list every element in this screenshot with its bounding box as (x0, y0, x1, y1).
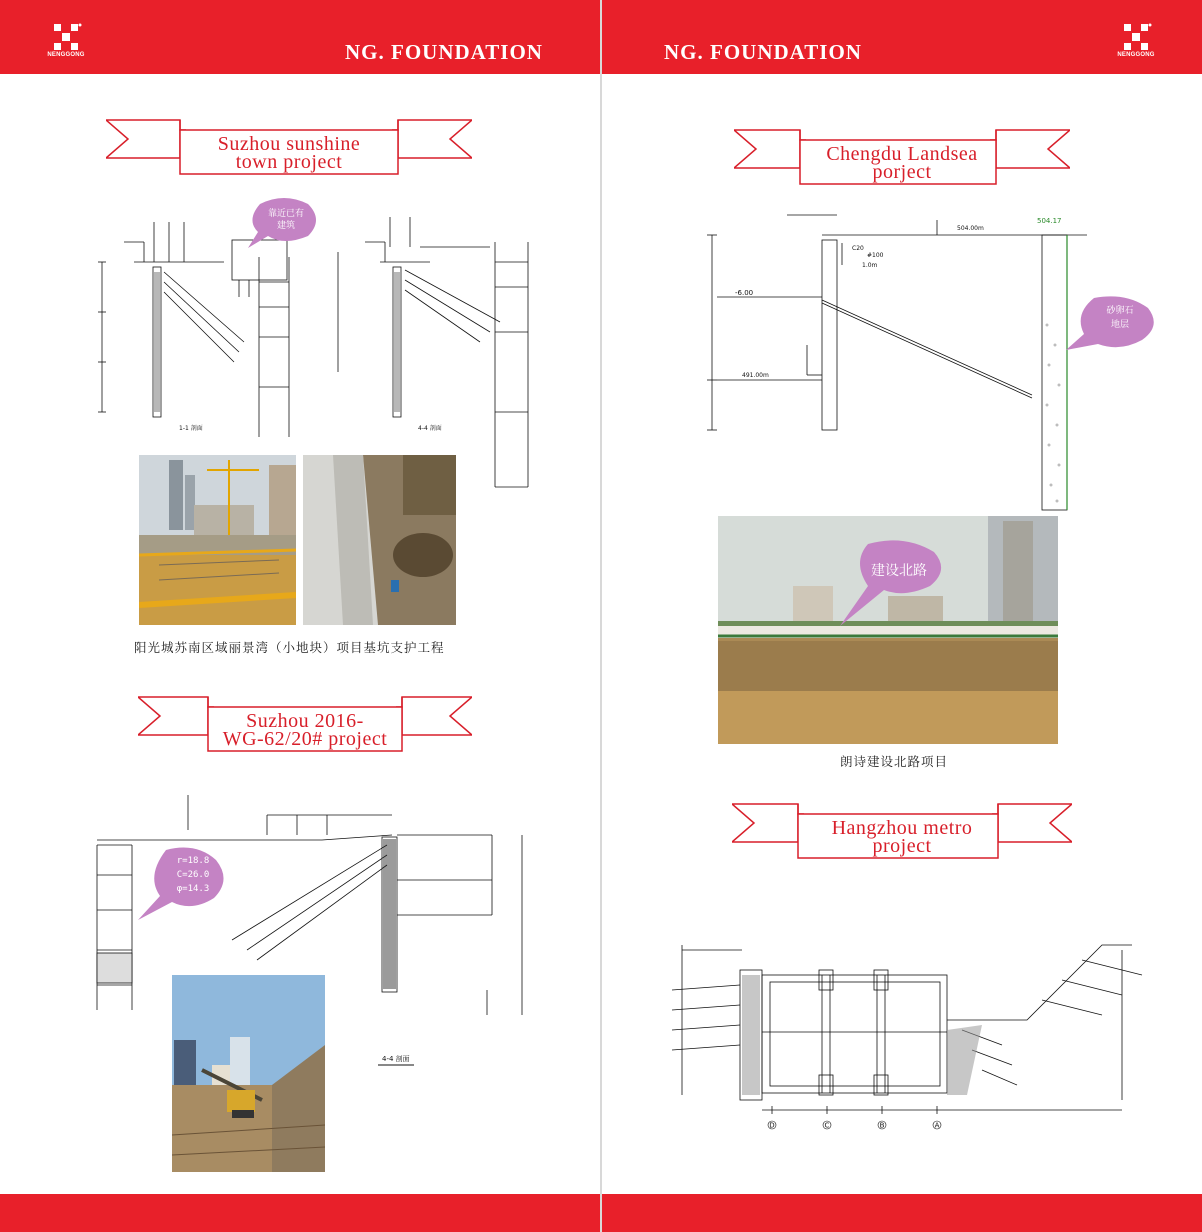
callout-text: 靠近已有建筑 (267, 209, 304, 231)
ribbon-chengdu-landsea (734, 128, 1070, 186)
section-label-4-4: 4-4 剖面 (382, 1055, 410, 1063)
callout-gravel-stratum (1064, 296, 1158, 352)
left-page (0, 0, 600, 1232)
callout-gravel-line2: 地层 (1110, 320, 1129, 330)
ribbon-title-line2: porject (872, 161, 932, 183)
ribbon-hangzhou-metro (732, 802, 1072, 860)
ribbon-title-line2: town project (235, 151, 343, 173)
callout-existing-building (246, 198, 322, 250)
photo-suzhou-anchor-pile (303, 455, 456, 625)
axis-label-a: A (934, 1121, 940, 1130)
label-1m: 1.0m (862, 262, 878, 269)
photo-callout-text: 建设北路 (871, 563, 927, 579)
axis-label-c: C (824, 1121, 830, 1130)
axis-label-b: B (879, 1121, 885, 1130)
brand-title-right: NG. FOUNDATION (664, 40, 862, 64)
left-footer (0, 1194, 600, 1232)
ribbon-title-line1: Suzhou sunshine (217, 133, 361, 155)
callout-jianshe-north-road (838, 540, 948, 628)
caption-chengdu: 朗诗建设北路项目 (840, 754, 949, 769)
section-label-2: 4-4 剖面 (418, 425, 442, 432)
callout-gravel-line1: 砂卵石 (1106, 306, 1134, 316)
ribbon-title-line2: WG-62/20# project (222, 728, 388, 750)
callout-friction: φ=14.3 (176, 884, 210, 894)
axis-label-d: D (769, 1121, 775, 1130)
right-page (602, 0, 1202, 1232)
label-c20: C20 (852, 245, 864, 252)
ribbon-suzhou-2016 (138, 695, 472, 753)
callout-cohesion: C=26.0 (176, 870, 210, 880)
label-minus-6: -6.00 (735, 289, 754, 297)
section-drawing-hangzhou-metro (662, 930, 1172, 1135)
photo-suzhou-2016-drill-rig (172, 975, 325, 1172)
ribbon-title-line1: Suzhou 2016- (246, 710, 364, 732)
caption-suzhou-sunshine: 阳光城苏南区域丽景湾（小地块）项目基坑支护工程 (134, 640, 445, 655)
nenggong-logo-left (42, 22, 90, 62)
label-elevation: 504.00m (957, 225, 984, 232)
right-footer (602, 1194, 1202, 1232)
section-drawing-4-4 (330, 212, 530, 492)
logo-text: NENGGONG (47, 52, 85, 58)
ribbon-title-line1: Hangzhou metro (831, 817, 973, 839)
ribbon-title-line1: Chengdu Landsea (826, 143, 978, 165)
label-dim-top: 504.17 (1037, 217, 1062, 225)
callout-soil-parameters (136, 846, 228, 922)
brand-title-left: NG. FOUNDATION (345, 40, 543, 64)
photo-suzhou-site-overview (139, 455, 296, 625)
logo-text: NENGGONG (1117, 52, 1155, 58)
ribbon-suzhou-sunshine (106, 118, 472, 176)
section-drawing-chengdu (687, 205, 1092, 515)
nenggong-logo-right (1112, 22, 1160, 62)
right-header (602, 0, 1202, 74)
label-491: 491.00m (742, 372, 769, 379)
section-label-1: 1-1 剖面 (179, 425, 203, 432)
callout-gamma: r=18.8 (176, 856, 210, 866)
left-header (0, 0, 600, 74)
ribbon-title-line2: project (872, 835, 932, 857)
label-100: #100 (867, 252, 884, 259)
